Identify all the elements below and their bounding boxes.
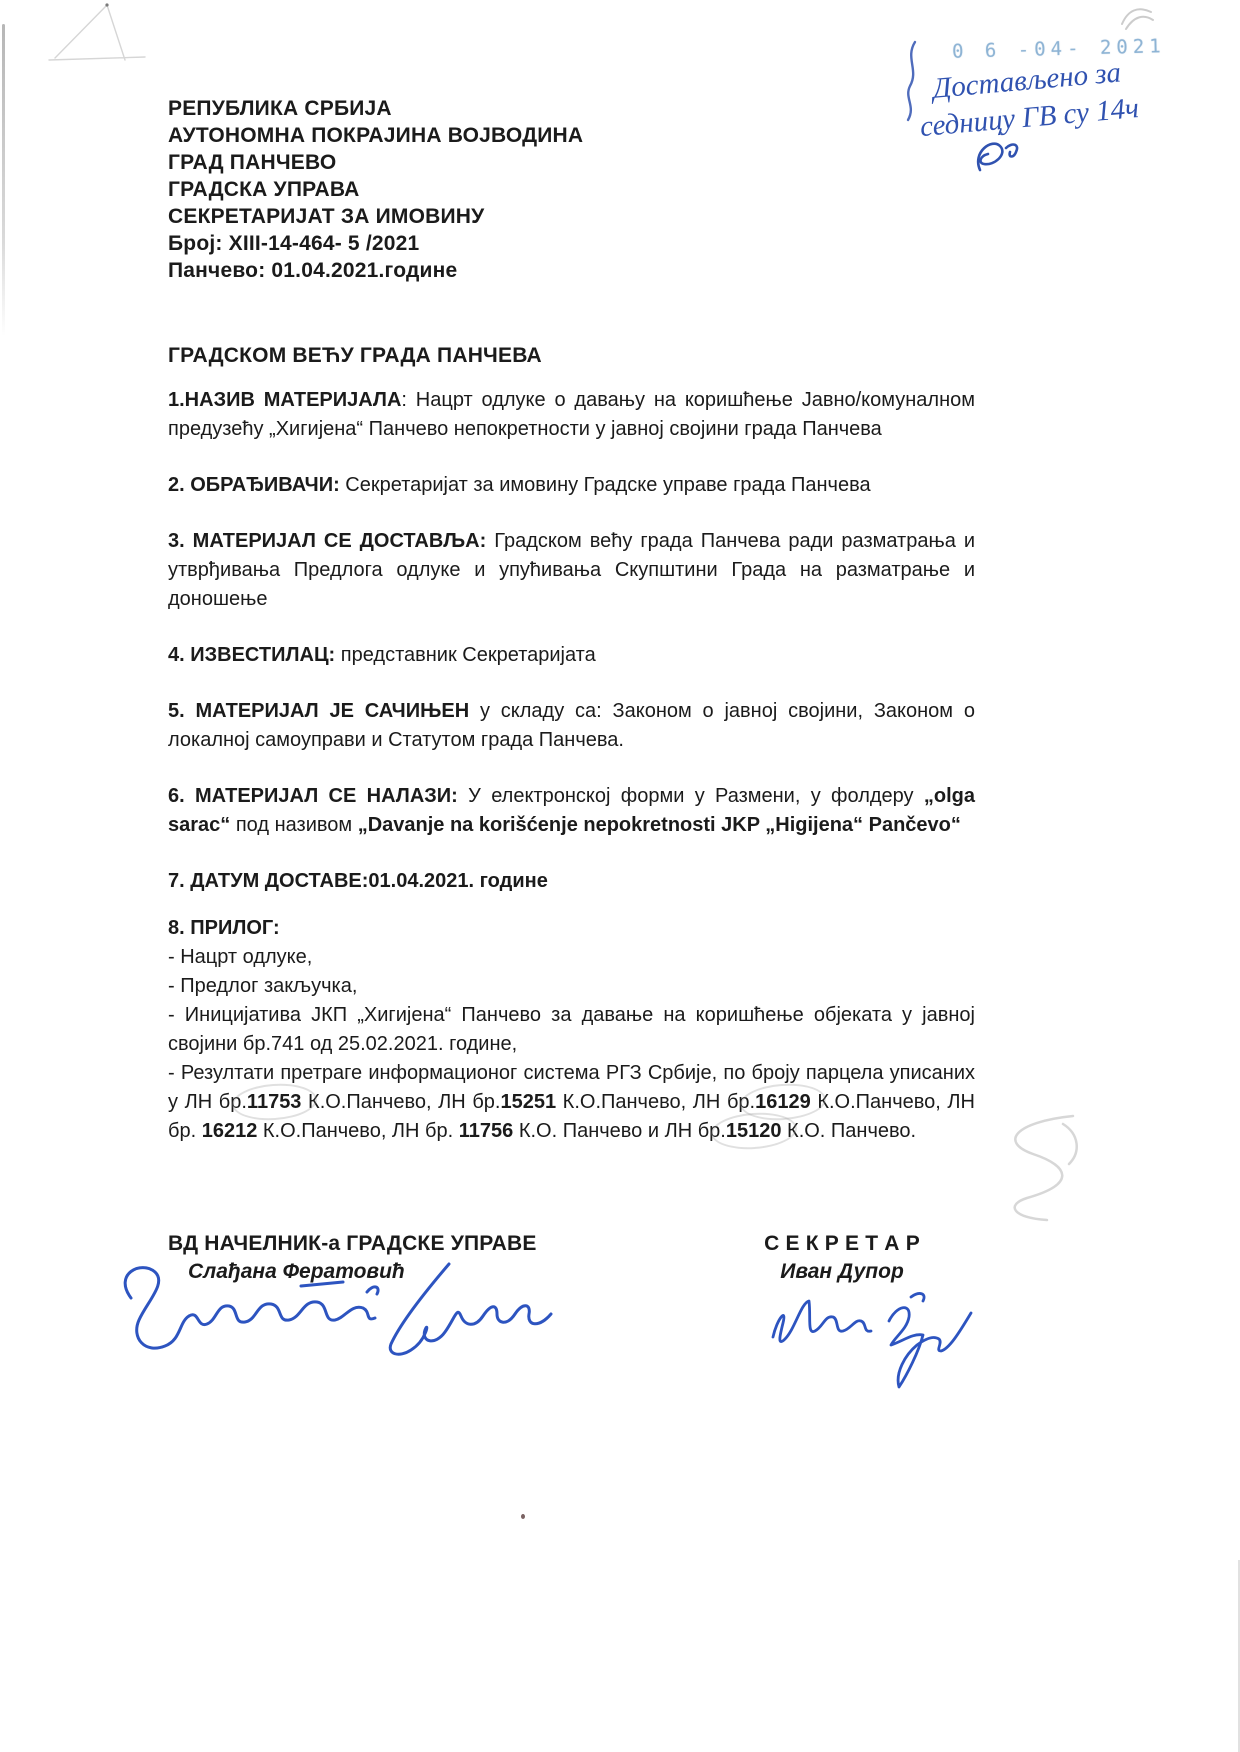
secretary-name: Иван Дупор xyxy=(780,1260,904,1283)
letterhead-line-province: АУТОНОМНА ПОКРАЈИНА ВОЈВОДИНА xyxy=(168,124,584,147)
section-4-izvestilac: 4. ИЗВЕСТИЛАЦ: представник Секретаријата xyxy=(168,644,596,666)
letterhead-line-republic: РЕПУБЛИКА СРБИЈА xyxy=(168,97,392,120)
recipient-title: ГРАДСКОМ ВЕЋУ ГРАДА ПАНЧЕВА xyxy=(168,344,542,367)
section-2-obradjivaci: 2. ОБРАЂИВАЧИ: Секретаријат за имовину Градске управе града Панчева xyxy=(168,474,871,496)
letterhead-line-admin: ГРАДСКА УПРАВА xyxy=(168,178,360,201)
letterhead-line-city: ГРАД ПАНЧЕВО xyxy=(168,151,337,174)
attachment-item-nacrt-odluke: - Нацрт одлуке, xyxy=(168,946,313,968)
note-initials-signature xyxy=(970,136,1030,181)
signer-left-name: Слађана Фератовић xyxy=(188,1260,405,1283)
letterhead-line-secretariat: СЕКРЕТАРИЈАТ ЗА ИМОВИНУ xyxy=(168,205,485,228)
feratovic-signature xyxy=(105,1258,565,1378)
dupor-signature xyxy=(765,1275,975,1390)
corner-scribble-mark xyxy=(1118,2,1156,32)
letter-body xyxy=(168,95,975,1447)
letterhead-line-case-number: Број: XIII-14-464- 5 /2021 xyxy=(168,232,420,255)
attachment-item-predlog: - Предлог закључка, xyxy=(168,975,358,997)
left-edge-scan-mark xyxy=(2,24,5,336)
note-line-2: седницу ГВ су 14ч xyxy=(918,92,1141,144)
note-line-1: Достављено за xyxy=(931,56,1123,105)
stray-dot-mark xyxy=(521,1514,525,1519)
pencil-triangle-mark xyxy=(45,2,155,66)
section-8-prilog-heading: 8. ПРИЛОГ: xyxy=(168,917,280,939)
section-7-datum-dostave: 7. ДАТУМ ДОСТАВЕ:01.04.2021. године xyxy=(168,870,548,892)
secretary-title: С Е К Р Е Т А Р xyxy=(764,1232,920,1255)
section-1-naziv-materijala: 1.НАЗИВ МАТЕРИЈАЛА: Нацрт одлуке о давању на коришћење Јавно/комуналном предузећу „Хигијена“ Панчево непокретности у јавној својини града Панчева xyxy=(168,389,976,440)
letterhead-line-place-date: Панчево: 01.04.2021.године xyxy=(168,259,458,282)
attachment-item-rgz-rezultati: - Резултати претраге информационог система РГЗ Србије, по броју парцела уписаних у ЛН бр.11753 К.О.Панчево, ЛН бр.15251 К.О.Панчево, ЛН бр.16129 К.О.Панчево, ЛН бр. 16212 К.О.Панчево, ЛН бр. 11756 К.О. Панчево и ЛН бр.15120 К.О. Панчево. xyxy=(168,1062,975,1142)
section-3-materijal-dostavlja: 3. МАТЕРИЈАЛ СЕ ДОСТАВЉА: Градском већу града Панчева ради разматрања и утврђивања Предлога одлуке и упућивања Скупштини Града на разматрање и доношење xyxy=(168,530,975,610)
attachment-item-inicijativa: - Иницијатива ЈКП „Хигијена“ Панчево за давање на коришћење објеката у јавној својини бр.741 од 25.02.2021. године, xyxy=(168,1004,975,1055)
letterhead xyxy=(168,95,975,284)
section-6-materijal-nalazi: 6. МАТЕРИЈАЛ СЕ НАЛАЗИ: У електронској форми у Размени, у фолдеру „olga sarac“ под називом „Davanje na korišćenje nepokretnosti JKP „Higijena“ Pančevo“ xyxy=(168,785,976,836)
signature-block xyxy=(168,1232,975,1447)
pencil-s-mark xyxy=(985,1108,1085,1223)
signer-left-title: ВД НАЧЕЛНИК-а ГРАДСКЕ УПРАВЕ xyxy=(168,1232,537,1255)
section-5-materijal-sacinjen: 5. МАТЕРИЈАЛ ЈЕ САЧИЊЕН у складу са: Законом о јавној својини, Законом о локалној самоуправи и Статутом града Панчева. xyxy=(168,700,975,751)
date-received-stamp: 0 6 -04- 2021 xyxy=(951,35,1166,63)
